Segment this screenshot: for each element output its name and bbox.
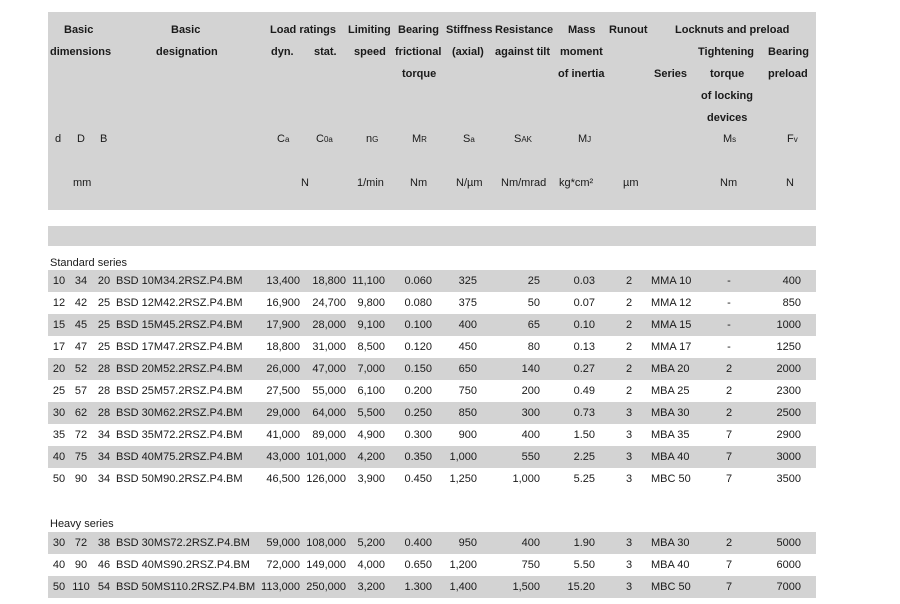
cell-stiff: 750 [458, 385, 477, 397]
cell-mass: 15.20 [567, 581, 595, 593]
cell-speed: 3,200 [357, 581, 385, 593]
cell-B: 25 [97, 341, 111, 353]
cell-speed: 4,000 [357, 559, 385, 571]
cell-tight: 7 [725, 473, 733, 485]
cell-dyn: 43,000 [266, 451, 300, 463]
header-basic-dimensions-1: Basic [64, 24, 94, 36]
cell-des: BSD 40MS90.2RSZ.P4.BM [116, 559, 250, 571]
cell-stiff: 900 [458, 429, 477, 441]
cell-series: MMA 17 [651, 341, 692, 353]
cell-stat: 64,000 [312, 407, 346, 419]
cell-dyn: 13,400 [266, 275, 300, 287]
cell-runout: 2 [625, 275, 633, 287]
header-limiting: Limiting [348, 24, 391, 36]
unit-tight: Nm [720, 177, 738, 189]
cell-B: 38 [97, 537, 111, 549]
cell-d: 12 [52, 297, 66, 309]
cell-tight: - [727, 319, 731, 331]
cell-preload: 1250 [776, 341, 801, 353]
cell-dyn: 59,000 [266, 537, 300, 549]
cell-preload: 5000 [776, 537, 801, 549]
cell-d: 15 [52, 319, 66, 331]
cell-runout: 2 [625, 385, 633, 397]
cell-stiff: 325 [458, 275, 477, 287]
header-frictional: frictional [395, 46, 442, 58]
cell-B: 28 [97, 385, 111, 397]
cell-stat: 108,000 [306, 537, 346, 549]
cell-speed: 8,500 [357, 341, 385, 353]
cell-tight: 2 [725, 385, 733, 397]
cell-d: 30 [52, 537, 66, 549]
cell-stat: 24,700 [312, 297, 346, 309]
cell-tilt: 80 [527, 341, 540, 353]
cell-stat: 28,000 [312, 319, 346, 331]
cell-stiff: 400 [458, 319, 477, 331]
cell-tight: 7 [725, 451, 733, 463]
cell-runout: 3 [625, 473, 633, 485]
cell-speed: 9,800 [357, 297, 385, 309]
cell-B: 34 [97, 473, 111, 485]
cell-runout: 3 [625, 581, 633, 593]
cell-tilt: 1,500 [512, 581, 540, 593]
cell-d: 25 [52, 385, 66, 397]
header-bearing-preload-1: Bearing [768, 46, 809, 58]
cell-B: 25 [97, 319, 111, 331]
table-row [48, 446, 816, 468]
cell-D: 52 [74, 363, 88, 375]
unit-speed: 1/min [357, 177, 384, 189]
cell-mass: 0.49 [573, 385, 595, 397]
cell-speed: 7,000 [357, 363, 385, 375]
cell-dyn: 27,500 [266, 385, 300, 397]
header-bearing: Bearing [398, 24, 439, 36]
cell-B: 28 [97, 363, 111, 375]
cell-tilt: 200 [521, 385, 540, 397]
cell-preload: 2300 [776, 385, 801, 397]
cell-mass: 1.50 [573, 429, 595, 441]
cell-torque: 0.100 [404, 319, 432, 331]
cell-torque: 0.150 [404, 363, 432, 375]
cell-tight: 7 [725, 581, 733, 593]
cell-speed: 4,200 [357, 451, 385, 463]
header-bearing-preload-2: preload [768, 68, 808, 80]
header-load-ratings: Load ratings [270, 24, 337, 36]
cell-stat: 47,000 [312, 363, 346, 375]
table-row [48, 554, 816, 576]
unit-torque: Nm [410, 177, 428, 189]
cell-dyn: 41,000 [266, 429, 300, 441]
symbol-sak: SAK [514, 133, 533, 145]
unit-runout: µm [623, 177, 639, 189]
unit-mm: mm [73, 177, 92, 189]
cell-des: BSD 15M45.2RSZ.P4.BM [116, 319, 243, 331]
section-standard-series: Standard series [50, 257, 128, 269]
cell-B: 25 [97, 297, 111, 309]
cell-B: 34 [97, 451, 111, 463]
cell-torque: 1.300 [404, 581, 432, 593]
header-stiffness: Stiffness [446, 24, 493, 36]
cell-series: MMA 10 [651, 275, 692, 287]
header-of-locking: of locking [701, 90, 753, 102]
cell-series: MBA 35 [651, 429, 690, 441]
symbol-mj: MJ [578, 133, 592, 145]
cell-tight: - [727, 297, 731, 309]
header-basic-dimensions-2: dimensions [50, 46, 112, 58]
cell-D: 75 [74, 451, 88, 463]
symbol-c0a: C0a [316, 133, 333, 145]
cell-stat: 149,000 [306, 559, 346, 571]
cell-dyn: 46,500 [266, 473, 300, 485]
header-resistance: Resistance [495, 24, 554, 36]
cell-preload: 3000 [776, 451, 801, 463]
cell-mass: 0.07 [573, 297, 595, 309]
cell-des: BSD 10M34.2RSZ.P4.BM [116, 275, 243, 287]
unit-preload: N [786, 177, 794, 189]
cell-tilt: 400 [521, 429, 540, 441]
cell-d: 50 [52, 473, 66, 485]
cell-runout: 2 [625, 297, 633, 309]
table-row [48, 270, 816, 292]
cell-d: 10 [52, 275, 66, 287]
cell-preload: 2900 [776, 429, 801, 441]
header-moment: moment [560, 46, 603, 58]
cell-stat: 101,000 [306, 451, 346, 463]
header-of-inertia: of inertia [558, 68, 605, 80]
cell-tilt: 1,000 [512, 473, 540, 485]
cell-preload: 850 [782, 297, 801, 309]
cell-D: 42 [74, 297, 88, 309]
header-axial: (axial) [452, 46, 484, 58]
cell-mass: 0.73 [573, 407, 595, 419]
header-basic-designation-2: designation [156, 46, 218, 58]
cell-mass: 0.27 [573, 363, 595, 375]
cell-tilt: 750 [521, 559, 540, 571]
unit-tilt: Nm/mrad [501, 177, 547, 189]
cell-speed: 4,900 [357, 429, 385, 441]
cell-d: 30 [52, 407, 66, 419]
cell-B: 20 [97, 275, 111, 287]
symbol-D: D [77, 133, 85, 145]
cell-mass: 0.13 [573, 341, 595, 353]
cell-D: 47 [74, 341, 88, 353]
cell-des: BSD 35M72.2RSZ.P4.BM [116, 429, 243, 441]
header-speed: speed [354, 46, 386, 58]
symbol-ng: nG [366, 133, 379, 145]
cell-tilt: 25 [527, 275, 540, 287]
table-row [48, 358, 816, 380]
symbol-ca: Ca [277, 133, 290, 145]
cell-runout: 2 [625, 363, 633, 375]
cell-tight: 7 [725, 429, 733, 441]
cell-stiff: 1,250 [449, 473, 477, 485]
cell-speed: 3,900 [357, 473, 385, 485]
unit-inertia: kg*cm² [559, 177, 594, 189]
cell-dyn: 26,000 [266, 363, 300, 375]
cell-D: 90 [74, 473, 88, 485]
symbol-mr: MR [412, 133, 427, 145]
cell-D: 72 [74, 537, 88, 549]
header-series: Series [654, 68, 688, 80]
cell-preload: 1000 [776, 319, 801, 331]
header-devices: devices [707, 112, 748, 124]
symbol-ms: Ms [723, 133, 737, 145]
cell-mass: 5.50 [573, 559, 595, 571]
cell-series: MMA 12 [651, 297, 692, 309]
cell-stiff: 650 [458, 363, 477, 375]
table-row [48, 380, 816, 402]
cell-dyn: 29,000 [266, 407, 300, 419]
cell-D: 45 [74, 319, 88, 331]
cell-B: 34 [97, 429, 111, 441]
cell-D: 90 [74, 559, 88, 571]
cell-dyn: 16,900 [266, 297, 300, 309]
header-stat: stat. [314, 46, 337, 58]
cell-mass: 5.25 [573, 473, 595, 485]
cell-runout: 3 [625, 407, 633, 419]
cell-series: MBA 40 [651, 559, 690, 571]
section-heavy-series: Heavy series [50, 518, 114, 530]
cell-mass: 0.03 [573, 275, 595, 287]
cell-tilt: 550 [521, 451, 540, 463]
table-row [48, 402, 816, 424]
cell-preload: 6000 [776, 559, 801, 571]
table-row [48, 468, 816, 490]
header-runout: Runout [609, 24, 648, 36]
header-tightening-torque: torque [710, 68, 745, 80]
cell-series: MBA 20 [651, 363, 690, 375]
cell-torque: 0.200 [404, 385, 432, 397]
unit-stiffness: N/µm [456, 177, 483, 189]
cell-stat: 126,000 [306, 473, 346, 485]
cell-torque: 0.400 [404, 537, 432, 549]
cell-torque: 0.060 [404, 275, 432, 287]
cell-stat: 31,000 [312, 341, 346, 353]
cell-dyn: 17,900 [266, 319, 300, 331]
table-row [48, 314, 816, 336]
table-row [48, 532, 816, 554]
cell-d: 17 [52, 341, 66, 353]
cell-runout: 2 [625, 341, 633, 353]
cell-tilt: 140 [521, 363, 540, 375]
cell-des: BSD 30MS72.2RSZ.P4.BM [116, 537, 250, 549]
header-basic-designation-1: Basic [171, 24, 201, 36]
cell-tilt: 50 [527, 297, 540, 309]
cell-runout: 3 [625, 537, 633, 549]
cell-stat: 55,000 [312, 385, 346, 397]
cell-torque: 0.250 [404, 407, 432, 419]
cell-stiff: 950 [458, 537, 477, 549]
cell-stiff: 375 [458, 297, 477, 309]
cell-series: MBA 30 [651, 537, 690, 549]
cell-speed: 9,100 [357, 319, 385, 331]
cell-des: BSD 20M52.2RSZ.P4.BM [116, 363, 243, 375]
header-dyn: dyn. [271, 46, 294, 58]
cell-preload: 3500 [776, 473, 801, 485]
cell-tilt: 65 [527, 319, 540, 331]
cell-stat: 18,800 [312, 275, 346, 287]
cell-B: 28 [97, 407, 111, 419]
cell-speed: 6,100 [357, 385, 385, 397]
cell-series: MMA 15 [651, 319, 692, 331]
symbol-B: B [100, 133, 108, 145]
cell-des: BSD 40M75.2RSZ.P4.BM [116, 451, 243, 463]
cell-stat: 250,000 [306, 581, 346, 593]
cell-stiff: 1,000 [449, 451, 477, 463]
cell-tilt: 400 [521, 537, 540, 549]
header-tightening: Tightening [698, 46, 755, 58]
symbol-fv: Fv [787, 133, 798, 145]
table-row [48, 336, 816, 358]
cell-dyn: 18,800 [266, 341, 300, 353]
cell-stiff: 1,200 [449, 559, 477, 571]
unit-n: N [301, 177, 309, 189]
cell-des: BSD 50MS110.2RSZ.P4.BM [116, 581, 256, 593]
cell-des: BSD 30M62.2RSZ.P4.BM [116, 407, 243, 419]
cell-torque: 0.080 [404, 297, 432, 309]
table-row [48, 292, 816, 314]
cell-D: 34 [74, 275, 88, 287]
cell-tight: - [727, 275, 731, 287]
cell-mass: 2.25 [573, 451, 595, 463]
cell-runout: 3 [625, 429, 633, 441]
header-separator-band [48, 226, 816, 246]
cell-d: 35 [52, 429, 66, 441]
cell-D: 110 [72, 581, 90, 593]
cell-tilt: 300 [521, 407, 540, 419]
cell-runout: 3 [625, 451, 633, 463]
cell-series: MBC 50 [651, 473, 691, 485]
cell-B: 54 [97, 581, 111, 593]
cell-speed: 5,200 [357, 537, 385, 549]
cell-des: BSD 12M42.2RSZ.P4.BM [116, 297, 243, 309]
cell-series: MBA 30 [651, 407, 690, 419]
cell-speed: 11,100 [352, 275, 385, 287]
cell-d: 50 [52, 581, 66, 593]
cell-runout: 3 [625, 559, 633, 571]
cell-preload: 7000 [776, 581, 801, 593]
cell-runout: 2 [625, 319, 633, 331]
cell-des: BSD 50M90.2RSZ.P4.BM [116, 473, 243, 485]
symbol-sa: Sa [463, 133, 475, 145]
cell-torque: 0.120 [404, 341, 432, 353]
table-row [48, 424, 816, 446]
header-locknuts: Locknuts and preload [675, 24, 790, 36]
cell-preload: 2500 [776, 407, 801, 419]
cell-B: 46 [97, 559, 111, 571]
cell-D: 57 [74, 385, 88, 397]
cell-preload: 2000 [776, 363, 801, 375]
cell-tight: - [727, 341, 731, 353]
cell-speed: 5,500 [357, 407, 385, 419]
cell-dyn: 72,000 [266, 559, 300, 571]
cell-series: MBA 25 [651, 385, 690, 397]
cell-stat: 89,000 [312, 429, 346, 441]
cell-stiff: 1,400 [449, 581, 477, 593]
cell-D: 72 [74, 429, 88, 441]
symbol-d: d [55, 133, 62, 145]
cell-series: MBA 40 [651, 451, 690, 463]
header-torque: torque [402, 68, 437, 80]
table-header [48, 12, 816, 210]
cell-torque: 0.650 [404, 559, 432, 571]
cell-torque: 0.300 [404, 429, 432, 441]
cell-mass: 0.10 [573, 319, 595, 331]
cell-stiff: 450 [458, 341, 477, 353]
cell-tight: 7 [725, 559, 733, 571]
header-against-tilt: against tilt [495, 46, 551, 58]
header-mass: Mass [568, 24, 596, 36]
cell-dyn: 113,000 [261, 581, 300, 593]
cell-tight: 2 [725, 363, 733, 375]
cell-des: BSD 17M47.2RSZ.P4.BM [116, 341, 243, 353]
cell-d: 40 [52, 559, 66, 571]
cell-d: 20 [52, 363, 66, 375]
cell-stiff: 850 [458, 407, 477, 419]
cell-tight: 2 [725, 537, 733, 549]
cell-des: BSD 25M57.2RSZ.P4.BM [116, 385, 243, 397]
cell-series: MBC 50 [651, 581, 691, 593]
cell-preload: 400 [782, 275, 801, 287]
cell-mass: 1.90 [573, 537, 595, 549]
cell-d: 40 [52, 451, 66, 463]
table-row [48, 576, 816, 598]
cell-torque: 0.350 [404, 451, 432, 463]
cell-torque: 0.450 [404, 473, 432, 485]
cell-D: 62 [74, 407, 88, 419]
cell-tight: 2 [725, 407, 733, 419]
